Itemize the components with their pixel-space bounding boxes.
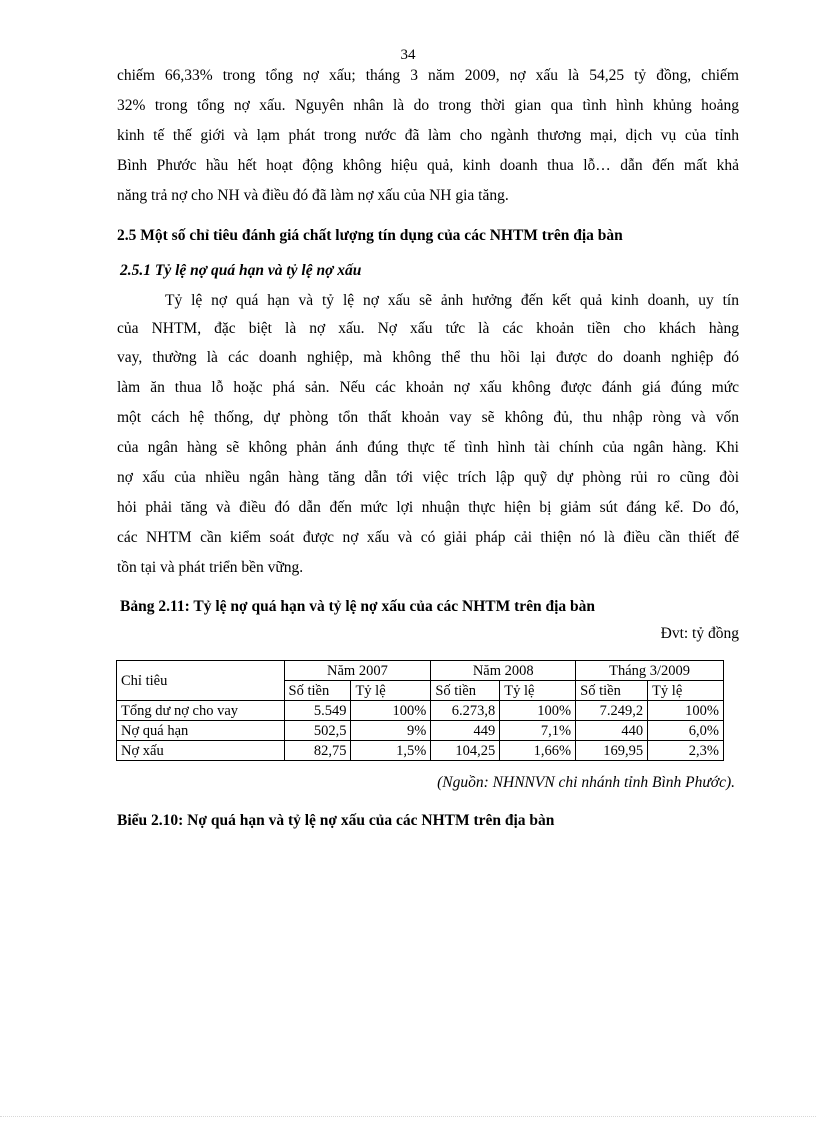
paragraph-line: của ngân hàng sẽ không phản ánh đúng thực tế tình hình tài chính của ngân hàng. Khi: [117, 439, 739, 456]
paragraph-line: các NHTM cần kiểm soát được nợ xấu và có giải pháp cải thiện nó là điều cần thiết để: [117, 529, 739, 546]
subheader-cell: Tỷ lệ: [648, 681, 724, 701]
table-cell: 449: [431, 721, 500, 741]
page-number: 34: [400, 47, 416, 63]
row-label: Tổng dư nợ cho vay: [117, 701, 285, 721]
table-cell: 2,3%: [648, 741, 724, 761]
table-cell: 440: [576, 721, 648, 741]
paragraph-line: vay, thường là các doanh nghiệp, mà không thể thu hồi lại được do doanh nghiệp đó: [117, 349, 739, 366]
table-cell: 9%: [351, 721, 431, 741]
paragraph-line: Tỷ lệ nợ quá hạn và tỷ lệ nợ xấu sẽ ảnh hưởng đến kết quả kinh doanh, uy tín: [165, 292, 739, 309]
paragraph-line: một cách hệ thống, dự phòng tổn thất khoản vay sẽ không đủ, thu nhập ròng và vốn: [117, 409, 739, 426]
row-label: Nợ quá hạn: [117, 721, 285, 741]
table-cell: 100%: [500, 701, 576, 721]
table-cell: 100%: [351, 701, 431, 721]
subheader-cell: Số tiền: [284, 681, 351, 701]
subheader-cell: Tỷ lệ: [351, 681, 431, 701]
table-row: [117, 721, 724, 741]
subsection-heading: 2.5.1 Tỷ lệ nợ quá hạn và tỷ lệ nợ xấu: [120, 262, 362, 279]
paragraph-line: làm ăn thua lỗ hoặc phá sản. Nếu các khoản nợ xấu không được đánh giá đúng mức: [117, 379, 739, 396]
table-cell: 1,5%: [351, 741, 431, 761]
table-cell: 100%: [648, 701, 724, 721]
table-cell: 5.549: [284, 701, 351, 721]
paragraph-line: Bình Phước hầu hết hoạt động không hiệu quả, kinh doanh thua lỗ… dẫn đến mất khả: [117, 157, 739, 174]
table-caption: Bảng 2.11: Tỷ lệ nợ quá hạn và tỷ lệ nợ xấu của các NHTM trên địa bàn: [120, 598, 596, 615]
subheader-cell: Số tiền: [576, 681, 648, 701]
table-cell: 169,95: [576, 741, 648, 761]
paragraph-line: kinh tế thế giới và lạm phát trong nước đã làm cho ngành thương mại, dịch vụ của tỉnh: [117, 127, 739, 144]
table-cell: 502,5: [284, 721, 351, 741]
period-header: Tháng 3/2009: [576, 661, 724, 681]
period-header: Năm 2008: [431, 661, 576, 681]
debt-ratio-table: [116, 660, 724, 761]
period-header: Năm 2007: [284, 661, 431, 681]
source-note: (Nguồn: NHNNVN chi nhánh tỉnh Bình Phước).: [437, 774, 735, 791]
subheader-cell: Số tiền: [431, 681, 500, 701]
table-cell: 7.249,2: [576, 701, 648, 721]
table-cell: 82,75: [284, 741, 351, 761]
page-border: [0, 1116, 816, 1117]
table-cell: 6.273,8: [431, 701, 500, 721]
paragraph-line: 32% trong tổng nợ xấu. Nguyên nhân là do trong thời gian qua tình hình khủng hoảng: [117, 97, 739, 114]
chart-caption: Biểu 2.10: Nợ quá hạn và tỷ lệ nợ xấu của các NHTM trên địa bàn: [117, 812, 555, 829]
paragraph-line: của NHTM, đặc biệt là nợ xấu. Nợ xấu tức là các khoản tiền cho khách hàng: [117, 320, 739, 337]
table-row: [117, 701, 724, 721]
unit-label: Đvt: tỷ đồng: [660, 625, 739, 642]
table-cell: 7,1%: [500, 721, 576, 741]
table-row: [117, 741, 724, 761]
table-cell: 104,25: [431, 741, 500, 761]
table-cell: 1,66%: [500, 741, 576, 761]
subheader-cell: Tỷ lệ: [500, 681, 576, 701]
row-label: Nợ xấu: [117, 741, 285, 761]
paragraph-line: chiếm 66,33% trong tổng nợ xấu; tháng 3 năm 2009, nợ xấu là 54,25 tỷ đồng, chiếm: [117, 67, 739, 84]
paragraph-line: tồn tại và phát triển bền vững.: [117, 559, 304, 576]
section-heading: 2.5 Một số chỉ tiêu đánh giá chất lượng tín dụng của các NHTM trên địa bàn: [117, 227, 623, 244]
table-cell: 6,0%: [648, 721, 724, 741]
paragraph-line: nợ xấu của nhiều ngân hàng tăng dẫn tới việc trích lập quỹ dự phòng rủi ro cũng đòi: [117, 469, 739, 486]
corner-header: Chỉ tiêu: [117, 661, 285, 701]
table-header-row: [117, 661, 724, 681]
paragraph-line: năng trả nợ cho NH và điều đó đã làm nợ xấu của NH gia tăng.: [117, 187, 509, 204]
paragraph-line: hỏi phải tăng và điều đó dẫn đến mức lợi nhuận thực hiện bị giảm sút đáng kể. Do đó,: [117, 499, 739, 516]
